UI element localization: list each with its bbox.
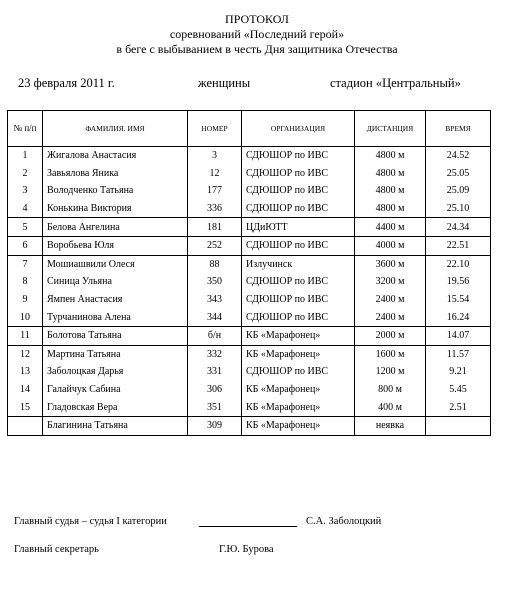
bib-number-cell: 181: [188, 218, 242, 237]
bib-number-cell: 331: [188, 363, 242, 381]
bib-number-cell: 252: [188, 236, 242, 255]
athlete-name-cell: Болотова Татьяна: [43, 326, 188, 345]
chief-judge-name: С.А. Заболоцкий: [306, 516, 382, 527]
finish-time-cell: [426, 416, 491, 435]
row-number-cell: 11: [8, 326, 43, 345]
finish-time-cell: 14.07: [426, 326, 491, 345]
finish-time-cell: 24.52: [426, 147, 491, 165]
athlete-name-cell: Воробьева Юля: [43, 236, 188, 255]
organization-cell: КБ «Марафонец»: [242, 345, 355, 363]
organization-cell: СДЮШОР по ИВС: [242, 182, 355, 200]
athlete-name-cell: Жигалова Анастасия: [43, 147, 188, 165]
header-time: ВРЕМЯ: [426, 111, 491, 147]
competition-name: соревнований «Последний герой»: [169, 27, 345, 41]
distance-cell: 4800 м: [355, 200, 426, 218]
finish-time-cell: 2.51: [426, 398, 491, 416]
distance-cell: 4800 м: [355, 165, 426, 183]
table-row: [8, 416, 491, 435]
distance-cell: 3600 м: [355, 255, 426, 273]
protocol-title: ПРОТОКОЛ: [225, 12, 289, 26]
row-number-cell: 15: [8, 398, 43, 416]
row-number-cell: 5: [8, 218, 43, 237]
distance-cell: 4800 м: [355, 182, 426, 200]
table-row: [8, 345, 491, 363]
table-row: [8, 291, 491, 309]
distance-cell: 4800 м: [355, 147, 426, 165]
athlete-name-cell: Синица Ульяна: [43, 273, 188, 291]
organization-cell: КБ «Марафонец»: [242, 381, 355, 399]
athlete-name-cell: Галайчук Сабина: [43, 381, 188, 399]
athlete-name-cell: Мартина Татьяна: [43, 345, 188, 363]
finish-time-cell: 22.51: [426, 236, 491, 255]
distance-cell: 2400 м: [355, 308, 426, 326]
row-number-cell: 12: [8, 345, 43, 363]
header-name: ФАМИЛИЯ. ИМЯ: [43, 111, 188, 147]
row-number-cell: 6: [8, 236, 43, 255]
chief-secretary-label: Главный секретарь: [14, 544, 99, 555]
bib-number-cell: 343: [188, 291, 242, 309]
organization-cell: СДЮШОР по ИВС: [242, 200, 355, 218]
organization-cell: КБ «Марафонец»: [242, 326, 355, 345]
bib-number-cell: 177: [188, 182, 242, 200]
finish-time-cell: 19.56: [426, 273, 491, 291]
organization-cell: ЦДиЮТТ: [242, 218, 355, 237]
table-row: [8, 182, 491, 200]
athlete-name-cell: Мошиашвили Олеся: [43, 255, 188, 273]
finish-time-cell: 24.34: [426, 218, 491, 237]
distance-cell: 2400 м: [355, 291, 426, 309]
row-number-cell: 8: [8, 273, 43, 291]
table-row: [8, 200, 491, 218]
distance-cell: неявка: [355, 416, 426, 435]
athlete-name-cell: Турчанинова Алена: [43, 308, 188, 326]
distance-cell: 3200 м: [355, 273, 426, 291]
row-number-cell: 2: [8, 165, 43, 183]
row-number-cell: 1: [8, 147, 43, 165]
distance-cell: 1600 м: [355, 345, 426, 363]
athlete-name-cell: Благинина Татьяна: [43, 416, 188, 435]
document-header: [0, 12, 514, 57]
distance-cell: 1200 м: [355, 363, 426, 381]
finish-time-cell: 25.09: [426, 182, 491, 200]
bib-number-cell: 332: [188, 345, 242, 363]
bib-number-cell: б/н: [188, 326, 242, 345]
distance-cell: 2000 м: [355, 326, 426, 345]
header-number: НОМЕР: [188, 111, 242, 147]
organization-cell: СДЮШОР по ИВС: [242, 236, 355, 255]
event-venue: стадион «Центральный»: [330, 76, 461, 90]
athlete-name-cell: Володченко Татьяна: [43, 182, 188, 200]
table-row: [8, 273, 491, 291]
organization-cell: КБ «Марафонец»: [242, 416, 355, 435]
bib-number-cell: 306: [188, 381, 242, 399]
table-row: [8, 236, 491, 255]
bib-number-cell: 88: [188, 255, 242, 273]
table-row: [8, 308, 491, 326]
athlete-name-cell: Заболоцкая Дарья: [43, 363, 188, 381]
header-num: № п/п: [8, 111, 43, 147]
bib-number-cell: 344: [188, 308, 242, 326]
athlete-name-cell: Завьялова Яника: [43, 165, 188, 183]
row-number-cell: 9: [8, 291, 43, 309]
header-distance: ДИСТАНЦИЯ: [355, 111, 426, 147]
row-number-cell: 7: [8, 255, 43, 273]
finish-time-cell: 5.45: [426, 381, 491, 399]
table-header-row: [8, 111, 491, 147]
distance-cell: 800 м: [355, 381, 426, 399]
bib-number-cell: 336: [188, 200, 242, 218]
organization-cell: СДЮШОР по ИВС: [242, 273, 355, 291]
distance-cell: 4400 м: [355, 218, 426, 237]
organization-cell: СДЮШОР по ИВС: [242, 147, 355, 165]
row-number-cell: 4: [8, 200, 43, 218]
bib-number-cell: 350: [188, 273, 242, 291]
row-number-cell: 14: [8, 381, 43, 399]
table-row: [8, 218, 491, 237]
row-number-cell: 13: [8, 363, 43, 381]
event-category: женщины: [198, 76, 251, 90]
organization-cell: СДЮШОР по ИВС: [242, 308, 355, 326]
row-number-cell: [8, 416, 43, 435]
organization-cell: КБ «Марафонец»: [242, 398, 355, 416]
bib-number-cell: 3: [188, 147, 242, 165]
table-row: [8, 165, 491, 183]
athlete-name-cell: Гладовская Вера: [43, 398, 188, 416]
table-row: [8, 398, 491, 416]
finish-time-cell: 9.21: [426, 363, 491, 381]
finish-time-cell: 11.57: [426, 345, 491, 363]
finish-time-cell: 15.54: [426, 291, 491, 309]
distance-cell: 400 м: [355, 398, 426, 416]
finish-time-cell: 25.05: [426, 165, 491, 183]
row-number-cell: 3: [8, 182, 43, 200]
bib-number-cell: 309: [188, 416, 242, 435]
athlete-name-cell: Конькина Виктория: [43, 200, 188, 218]
organization-cell: СДЮШОР по ИВС: [242, 165, 355, 183]
finish-time-cell: 25.10: [426, 200, 491, 218]
row-number-cell: 10: [8, 308, 43, 326]
distance-cell: 4000 м: [355, 236, 426, 255]
organization-cell: СДЮШОР по ИВС: [242, 291, 355, 309]
signature-line: [199, 526, 297, 527]
table-row: [8, 363, 491, 381]
bib-number-cell: 351: [188, 398, 242, 416]
table-row: [8, 326, 491, 345]
table-row: [8, 381, 491, 399]
event-date: 23 февраля 2011 г.: [18, 76, 115, 90]
results-table: [7, 110, 491, 436]
organization-cell: СДЮШОР по ИВС: [242, 363, 355, 381]
finish-time-cell: 16.24: [426, 308, 491, 326]
header-organization: ОРГАНИЗАЦИЯ: [242, 111, 355, 147]
organization-cell: Излучинск: [242, 255, 355, 273]
athlete-name-cell: Белова Ангелина: [43, 218, 188, 237]
bib-number-cell: 12: [188, 165, 242, 183]
chief-secretary-name: Г.Ю. Бурова: [219, 544, 274, 555]
chief-judge-label: Главный судья – судья I категории: [14, 516, 167, 527]
table-row: [8, 255, 491, 273]
athlete-name-cell: Ямпен Анастасия: [43, 291, 188, 309]
competition-description: в беге с выбыванием в честь Дня защитника Отечества: [116, 42, 398, 56]
finish-time-cell: 22.10: [426, 255, 491, 273]
table-row: [8, 147, 491, 165]
